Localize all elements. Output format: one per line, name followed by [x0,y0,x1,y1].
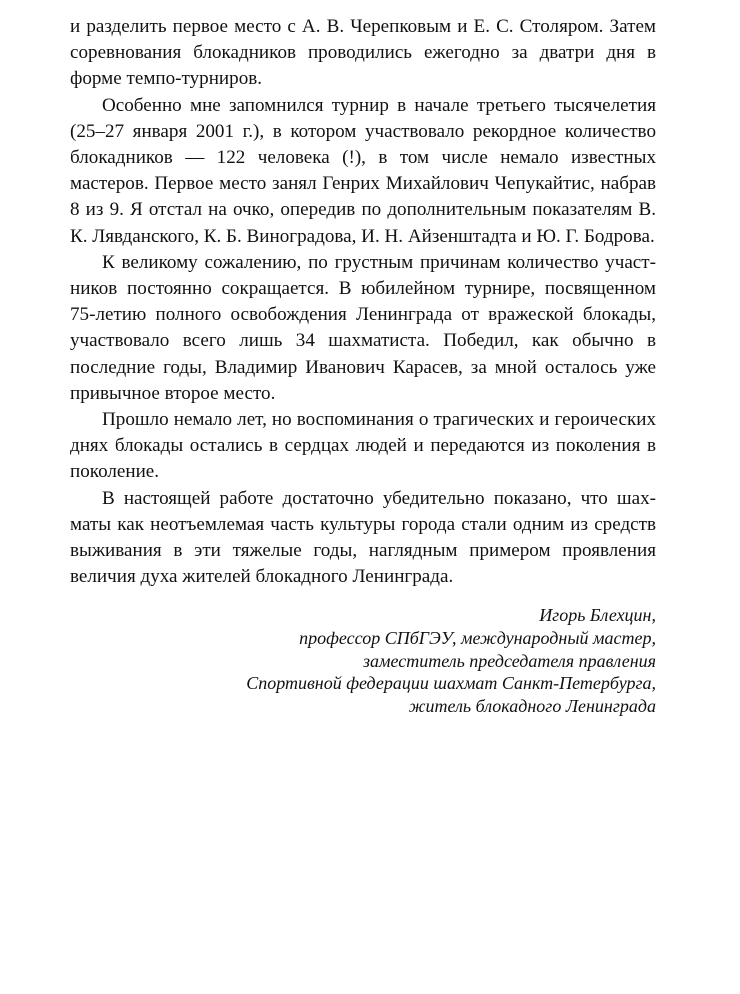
signature-title-2: заместитель председателя правления [362,650,656,671]
paragraph-continuation: и разделить первое место с А. В. Черепковым и Е. С. Столяром. Затем соревнования блокадников проводились ежегодно за дватри дня в форме темпо-турниров. [70,16,656,90]
document-page [70,14,656,717]
signature-title-4: житель блокадного Ленинграда [408,695,656,716]
signature-title-1: профессор СПбГЭУ, международный мастер, [299,628,656,649]
signature-title-3: Спортивной федерации шахмат Санкт-Петербурга, [246,673,656,694]
signature-name: Игорь Блехцин, [539,605,656,626]
paragraph-memories: Прошло немало лет, но воспоминания о трагических и героических днях блокады остались в сердцах людей и передаются из поколения в поколение. [70,409,656,483]
paragraph-conclusion: В настоящей работе достаточно убедительно показано, что шахматы как неотъемлемая часть культуры города стали одним из средств выживания в эти тяжелые годы, наглядным примером проявления величия духа жителей блокадного Ленинграда. [70,487,656,588]
signature-block [70,604,656,717]
paragraph-jubilee-tournament: К великому сожалению, по грустным причинам количество участников постоянно сокращается. В юбилейном турнире, посвященном 75-летию полного освобождения Ленинграда от вражеской блокады, участвовало всего лишь 34 шахматиста. Победил, как обычно в последние годы, Владимир Иванович Карасев, за мной осталось уже привычное второе место. [70,251,656,404]
paragraph-tournament-2001: Особенно мне запомнился турнир в начале третьего тысячелетия (25–27 января 2001 г.), в котором участвовало рекордное количество блокадников — 122 человека (!), в том числе немало известных мастеров. Первое место занял Генрих Михайлович Чепукайтис, набрав 8 из 9. Я отстал на очко, опередив по дополнительным показателям В. К. Лявданского, К. Б. Виноградова, И. Н. Айзенштадта и Ю. Г. Бодрова. [70,94,656,247]
